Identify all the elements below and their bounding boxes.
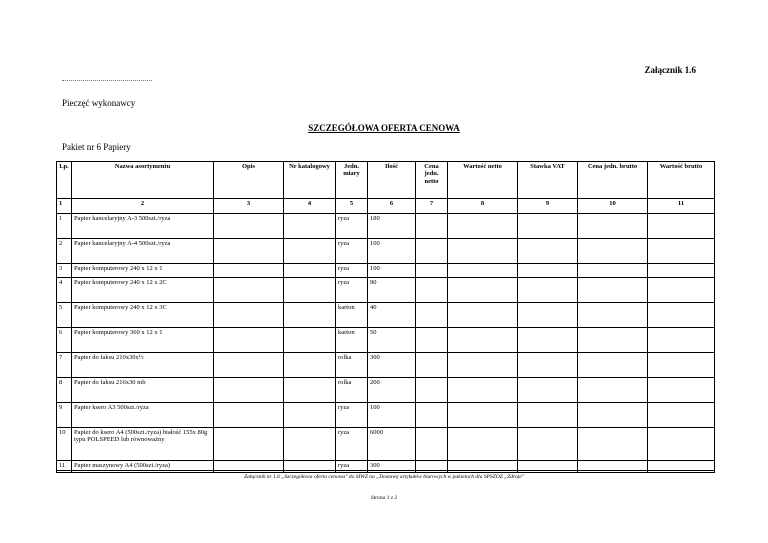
row-unit-net-price	[416, 378, 448, 403]
row-lp: 2	[57, 239, 72, 264]
row-unit-gross-price	[578, 214, 648, 239]
row-catalog-no	[284, 303, 336, 328]
row-quantity: 50	[368, 328, 416, 353]
row-unit: rolka	[336, 353, 368, 378]
row-gross-value	[648, 264, 715, 278]
row-description	[214, 278, 284, 303]
stamp-label: Pieczęć wykonawcy	[62, 98, 136, 108]
row-lp: 11	[57, 461, 72, 473]
table-row	[57, 214, 715, 239]
row-catalog-no	[284, 378, 336, 403]
row-net-value	[448, 403, 518, 428]
row-unit-gross-price	[578, 378, 648, 403]
col-header: Jedn. miary	[336, 162, 368, 199]
row-quantity: 40	[368, 303, 416, 328]
col-number: 6	[368, 199, 416, 214]
table-row	[57, 278, 715, 303]
row-gross-value	[648, 353, 715, 378]
row-unit: rolka	[336, 378, 368, 403]
row-gross-value	[648, 214, 715, 239]
row-description	[214, 239, 284, 264]
table-row	[57, 303, 715, 328]
row-unit-net-price	[416, 403, 448, 428]
row-unit-net-price	[416, 303, 448, 328]
table-row	[57, 328, 715, 353]
stamp-line	[62, 80, 152, 81]
col-number: 2	[72, 199, 214, 214]
col-number: 4	[284, 199, 336, 214]
row-name: Papier kancelaryjny A-3 500szt./ryza	[72, 214, 214, 239]
row-name: Papier ksero A3 500szt./ryza	[72, 403, 214, 428]
row-gross-value	[648, 239, 715, 264]
table-row	[57, 264, 715, 278]
row-description	[214, 403, 284, 428]
row-description	[214, 303, 284, 328]
col-number: 10	[578, 199, 648, 214]
row-quantity: 6000	[368, 428, 416, 461]
row-unit-gross-price	[578, 428, 648, 461]
col-header: Cena jedn. brutto	[578, 162, 648, 199]
table-row	[57, 403, 715, 428]
col-header: Wartość brutto	[648, 162, 715, 199]
row-catalog-no	[284, 328, 336, 353]
row-name: Papier komputerowy 240 x 12 x 2C	[72, 278, 214, 303]
row-catalog-no	[284, 214, 336, 239]
row-catalog-no	[284, 403, 336, 428]
table-row	[57, 428, 715, 461]
row-gross-value	[648, 303, 715, 328]
row-unit-gross-price	[578, 264, 648, 278]
header-row	[57, 162, 715, 199]
row-quantity: 300	[368, 353, 416, 378]
row-name: Papier do faksu 210x30x½	[72, 353, 214, 378]
row-net-value	[448, 428, 518, 461]
row-lp: 7	[57, 353, 72, 378]
offer-table	[56, 161, 715, 473]
row-net-value	[448, 378, 518, 403]
col-number: 9	[518, 199, 578, 214]
row-quantity: 180	[368, 214, 416, 239]
row-lp: 6	[57, 328, 72, 353]
row-description	[214, 378, 284, 403]
row-unit: karton	[336, 303, 368, 328]
col-header: Lp.	[57, 162, 72, 199]
package-label: Pakiet nr 6 Papiery	[62, 142, 131, 152]
footer-line	[56, 470, 714, 471]
row-unit: karton	[336, 328, 368, 353]
row-vat-rate	[518, 303, 578, 328]
col-number: 1	[57, 199, 72, 214]
row-description	[214, 214, 284, 239]
row-vat-rate	[518, 214, 578, 239]
col-header: Cena jedn. netto	[416, 162, 448, 199]
row-vat-rate	[518, 378, 578, 403]
row-description	[214, 428, 284, 461]
row-lp: 5	[57, 303, 72, 328]
col-number: 3	[214, 199, 284, 214]
row-vat-rate	[518, 428, 578, 461]
col-header: Nazwa asortymentu	[72, 162, 214, 199]
row-quantity: 100	[368, 264, 416, 278]
table-row	[57, 353, 715, 378]
row-vat-rate	[518, 353, 578, 378]
row-unit: ryza	[336, 428, 368, 461]
annex-label: Załącznik 1.6	[644, 65, 696, 75]
row-unit-gross-price	[578, 328, 648, 353]
row-catalog-no	[284, 239, 336, 264]
col-header: Stawka VAT	[518, 162, 578, 199]
row-description	[214, 353, 284, 378]
row-unit-gross-price	[578, 353, 648, 378]
row-lp: 8	[57, 378, 72, 403]
row-unit: ryza	[336, 239, 368, 264]
row-vat-rate	[518, 328, 578, 353]
row-net-value	[448, 353, 518, 378]
row-name: Papier do faksu 216x30 mb	[72, 378, 214, 403]
row-unit-net-price	[416, 278, 448, 303]
col-number: 5	[336, 199, 368, 214]
row-unit-net-price	[416, 214, 448, 239]
row-name: Papier komputerowy 240 x 12 x 3C	[72, 303, 214, 328]
row-unit-gross-price	[578, 303, 648, 328]
col-number: 7	[416, 199, 448, 214]
row-lp: 1	[57, 214, 72, 239]
row-gross-value	[648, 378, 715, 403]
row-lp: 10	[57, 428, 72, 461]
row-unit: ryza	[336, 403, 368, 428]
row-lp: 4	[57, 278, 72, 303]
row-unit-gross-price	[578, 239, 648, 264]
row-catalog-no	[284, 278, 336, 303]
row-quantity: 100	[368, 239, 416, 264]
row-net-value	[448, 264, 518, 278]
row-quantity: 100	[368, 403, 416, 428]
row-unit-net-price	[416, 264, 448, 278]
row-unit: ryza	[336, 214, 368, 239]
row-unit-net-price	[416, 428, 448, 461]
row-catalog-no	[284, 264, 336, 278]
row-unit-net-price	[416, 239, 448, 264]
row-vat-rate	[518, 264, 578, 278]
table-row	[57, 239, 715, 264]
row-quantity: 90	[368, 278, 416, 303]
row-lp: 3	[57, 264, 72, 278]
page-number: Strona 1 z 2	[370, 495, 398, 501]
row-gross-value	[648, 278, 715, 303]
row-gross-value	[648, 328, 715, 353]
row-name: Papier kancelaryjny A-4 500szt./ryza	[72, 239, 214, 264]
header-number-row	[57, 199, 715, 214]
col-number: 8	[448, 199, 518, 214]
row-lp: 9	[57, 403, 72, 428]
row-gross-value	[648, 428, 715, 461]
row-vat-rate	[518, 239, 578, 264]
row-quantity: 200	[368, 378, 416, 403]
col-header: Ilość	[368, 162, 416, 199]
row-unit-net-price	[416, 328, 448, 353]
row-unit-net-price	[416, 353, 448, 378]
row-description	[214, 264, 284, 278]
document-title: SZCZEGÓŁOWA OFERTA CENOWA	[308, 123, 460, 133]
row-unit-gross-price	[578, 403, 648, 428]
row-catalog-no	[284, 353, 336, 378]
col-header: Opis	[214, 162, 284, 199]
row-name: Papier maszynowy A4 (500szt./ryza)	[72, 461, 214, 473]
footer-text: Załącznik nr 1.6 „Szczegółowa oferta cenowa" do SIWZ na „Dostawę artykułów biurowych w pakietach dla SPSZOZ „Zdroje"	[244, 474, 524, 480]
row-unit: ryza	[336, 278, 368, 303]
table-row	[57, 378, 715, 403]
row-unit: ryza	[336, 461, 368, 473]
row-unit-gross-price	[578, 278, 648, 303]
row-name: Papier komputerowy 240 x 12 x 1	[72, 264, 214, 278]
row-catalog-no	[284, 428, 336, 461]
row-unit: ryza	[336, 264, 368, 278]
col-header: Wartość netto	[448, 162, 518, 199]
row-vat-rate	[518, 278, 578, 303]
col-header: Nr katalogowy	[284, 162, 336, 199]
row-net-value	[448, 303, 518, 328]
row-name: Papier do ksero A4 (500szt./ryza) białość 155x 80g typu POLSPEED lub równoważny	[72, 428, 214, 461]
row-quantity: 300	[368, 461, 416, 473]
row-gross-value	[648, 403, 715, 428]
row-net-value	[448, 328, 518, 353]
row-description	[214, 328, 284, 353]
row-net-value	[448, 239, 518, 264]
row-net-value	[448, 278, 518, 303]
row-vat-rate	[518, 403, 578, 428]
row-name: Papier komputerowy 360 x 12 x 1	[72, 328, 214, 353]
row-net-value	[448, 214, 518, 239]
col-number: 11	[648, 199, 715, 214]
